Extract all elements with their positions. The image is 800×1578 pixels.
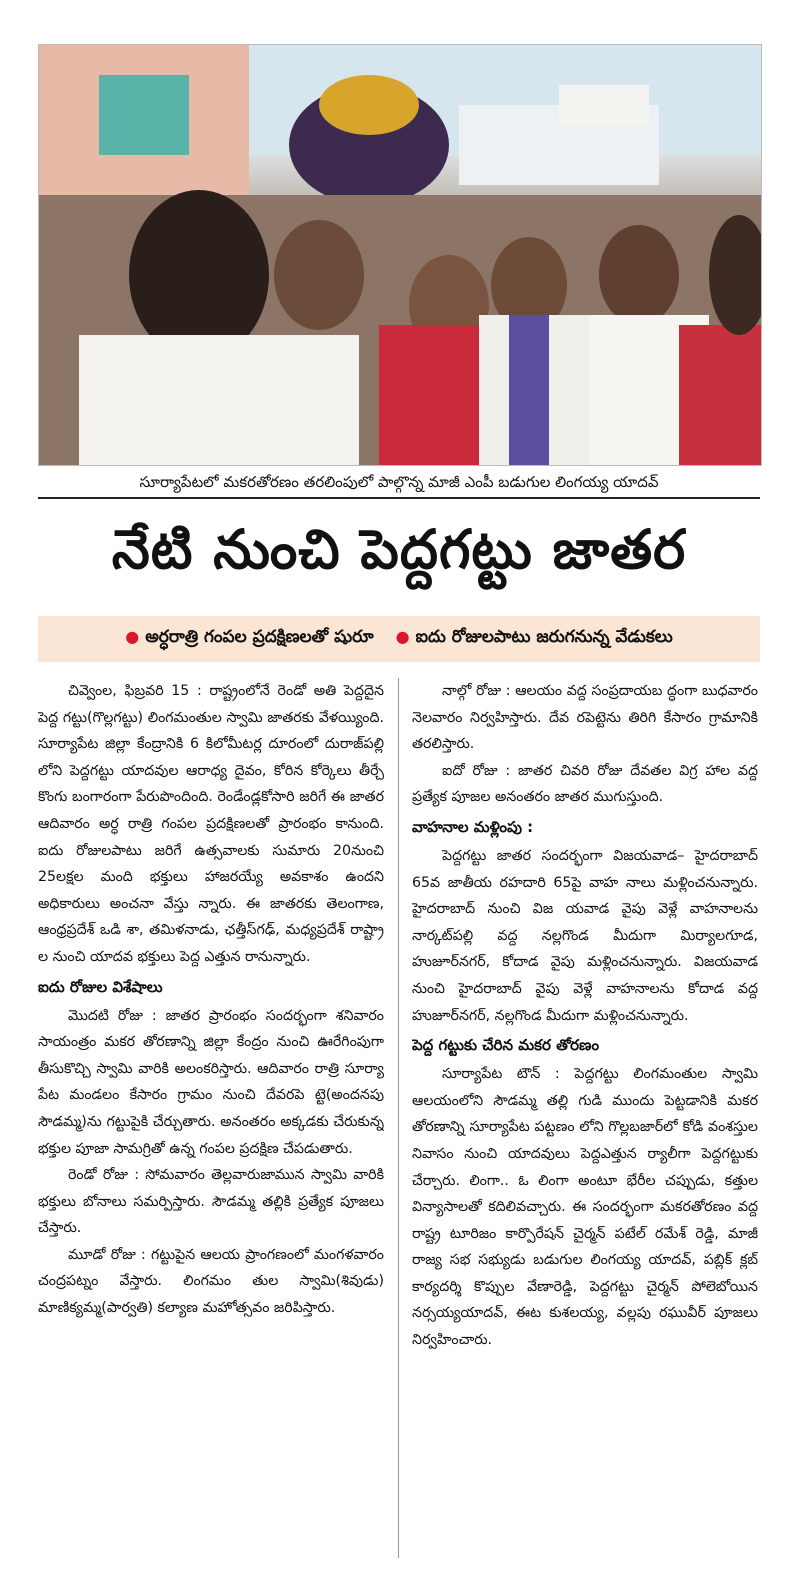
subheadline-text: అర్ధరాత్రి గంపల ప్రదక్షిణలతో షురూ	[145, 627, 374, 647]
article-column-right	[412, 678, 758, 1568]
crowd-illustration	[39, 45, 761, 465]
subheadline-item	[125, 627, 373, 651]
toranam-paragraph: సూర్యాపేట టౌన్ : పెద్దగట్టు లింగమంతుల స్వామి ఆలయంలోని సౌడమ్మ తల్లి గుడి ముందు పెట్టడానికి మకర తోరణాన్ని సూర్యాపేట పట్టణం లోని గొల్లబజార్‌లో కోడి వంశస్తుల నివాసం నుంచి యాదవులు పెద్దఎత్తున ర్యాలీగా పెద్దగట్టుకు చేర్చారు. లింగా.. ఓ లింగా అంటూ భేరీల చప్పుడు, కత్తుల విన్యాసాలతో కదిలివచ్చారు. ఈ సందర్భంగా మకరతోరణం వద్ద రాష్ట్ర టూరిజం కార్పొరేషన్ చైర్మన్ పటేల్ రమేశ్ రెడ్డి, మాజీ రాజ్య సభ సభ్యుడు బడుగుల లింగయ్య యాదవ్, పబ్లిక్ క్లబ్ కార్యదర్శి కొప్పుల వేణారెడ్డి, పెద్దగట్టు చైర్మన్ పోలెబోయిన నర్సయ్యయాదవ్, ఈట కుశలయ్య, వల్లపు రఘువీర్ పూజలు నిర్వహించారు.	[412, 1066, 758, 1349]
day-5-paragraph: ఐదో రోజు : జాతర చివరి రోజు దేవతల విగ్ర హాల వద్ద ప్రత్యేక పూజల అనంతరం జాతర ముగుస్తుంది.	[412, 762, 758, 806]
bullet-icon: ●	[395, 627, 410, 646]
day-2-paragraph: రెండో రోజు : సోమవారం తెల్లవారుజామున స్వామి వారికి భక్తులు బోనాలు సమర్పిస్తారు. సౌడమ్మ తల్లికి ప్రత్యేక పూజలు చేస్తారు.	[38, 1167, 384, 1237]
subheadline-item	[396, 627, 673, 651]
subheadline-bar	[38, 616, 760, 662]
diversion-heading: వాహనాల మళ్లింపు :	[412, 817, 534, 836]
day-4-paragraph: నాల్గో రోజు : ఆలయం వద్ద సంప్రదాయబ ద్ధంగా బుధవారం నెలవారం నిర్వహిస్తారు. దేవ రపెట్టెను తిరిగి కేసారం గ్రామానికి తరలిస్తారు.	[412, 683, 758, 753]
photo-caption: సూర్యాపేటలో మకరతోరణం తరలింపులో పాల్గొన్న మాజీ ఎంపీ బడుగుల లింగయ్య యాదవ్	[38, 467, 760, 499]
day-3-paragraph: మూడో రోజు : గట్టుపైన ఆలయ ప్రాంగణంలో మంగళవారం చంద్రపట్నం వేస్తారు. లింగమం తుల స్వామి(శివుడు) మాణిక్యమ్మ(పార్వతి) కల్యాణ మహోత్సవం జరిపిస్తారు.	[38, 1246, 384, 1317]
day-1-paragraph: మొదటి రోజు : జాతర ప్రారంభం సందర్భంగా శనివారం సాయంత్రం మకర తోరణాన్ని జిల్లా కేంద్రం నుంచి ఊరేగింపుగా తీసుకొచ్చి స్వామి వారికి అలంకరిస్తారు. ఆదివారం రాత్రి సూర్యా పేట మండలం కేసారం గ్రామం నుంచి దేవరపె ట్టె(అందనపు సౌడమ్మ)ను గట్టుపైకి చేర్చుతారు. అనంతరం అక్కడకు చేరుకున్న భక్తుల పూజా సామగ్రితో ఉన్న గంపల ప్రదక్షిణ చేపడుతారు.	[38, 1007, 384, 1157]
headline: నేటి నుంచి పెద్దగట్టు జాతర	[111, 518, 687, 581]
column-divider	[398, 678, 399, 1558]
section-heading: ఐదు రోజుల విశేషాలు	[38, 977, 163, 996]
diversion-paragraph: పెద్దగట్టు జాతర సందర్భంగా విజయవాడ– హైదరాబాద్ 65వ జాతీయ రహదారి 65పై వాహ నాలు మళ్లించనున్నారు. హైదరాబాద్ నుంచి విజ యవాడ వైపు వెళ్లే వాహనాలను నార్కట్‌పల్లి వద్ద నల్లగొండ మీదుగా మిర్యాలగూడ, హుజూర్‌నగర్, కోదాడ వైపు మళ్లించనున్నారు. విజయవాడ నుంచి హైదరాబాద్ వైపు వెళ్లే వాహనాలను కోదాడ వద్ద హుజూర్‌నగర్, నల్లగొండ మీదుగా మళ్లించనున్నారు.	[412, 847, 758, 1024]
news-photo	[38, 44, 762, 466]
article-column-left	[38, 678, 384, 1568]
article-intro: చివ్వెంల, ఫిబ్రవరి 15 : రాష్ట్రంలోనే రెండో అతి పెద్దదైన పెద్ద గట్టు(గొల్లగట్టు) లింగమంతుల స్వామి జాతరకు వేళయ్యింది. సూర్యాపేట జిల్లా కేంద్రానికి 6 కిలోమీటర్ల దూరంలో దురాజ్‌పల్లి లోని పెద్దగట్టు యాదవుల ఆరాధ్య దైవం, కోరిన కోర్కెలు తీర్చే కొంగు బంగారంగా పేరుపొందింది. రెండేండ్లకోసారి జరిగే ఈ జాతర ఆదివారం అర్ధ రాత్రి గంపల ప్రదక్షిణలతో ప్రారంభం కానుంది. ఐదు రోజులపాటు జరిగే ఉత్సవాలకు సుమారు 20నుంచి 25లక్షల మంది భక్తులు హాజరయ్యే అవకాశం ఉందని అధికారులు అంచనా వేస్తు న్నారు. ఈ జాతరకు తెలంగాణ, ఆంధ్రప్రదేశ్ ఒడి శా, తమిళనాడు, ఛత్తీస్‌గఢ్, మధ్యప్రదేశ్ రాష్ట్రా ల నుంచి యాదవ భక్తులు పెద్ద ఎత్తున రానున్నారు.	[38, 683, 384, 965]
subheadline-text: ఐదు రోజులపాటు జరుగనున్న వేడుకలు	[415, 627, 673, 647]
bullet-icon: ●	[125, 627, 140, 646]
toranam-heading: పెద్ద గట్టుకు చేరిన మకర తోరణం	[412, 1036, 600, 1055]
